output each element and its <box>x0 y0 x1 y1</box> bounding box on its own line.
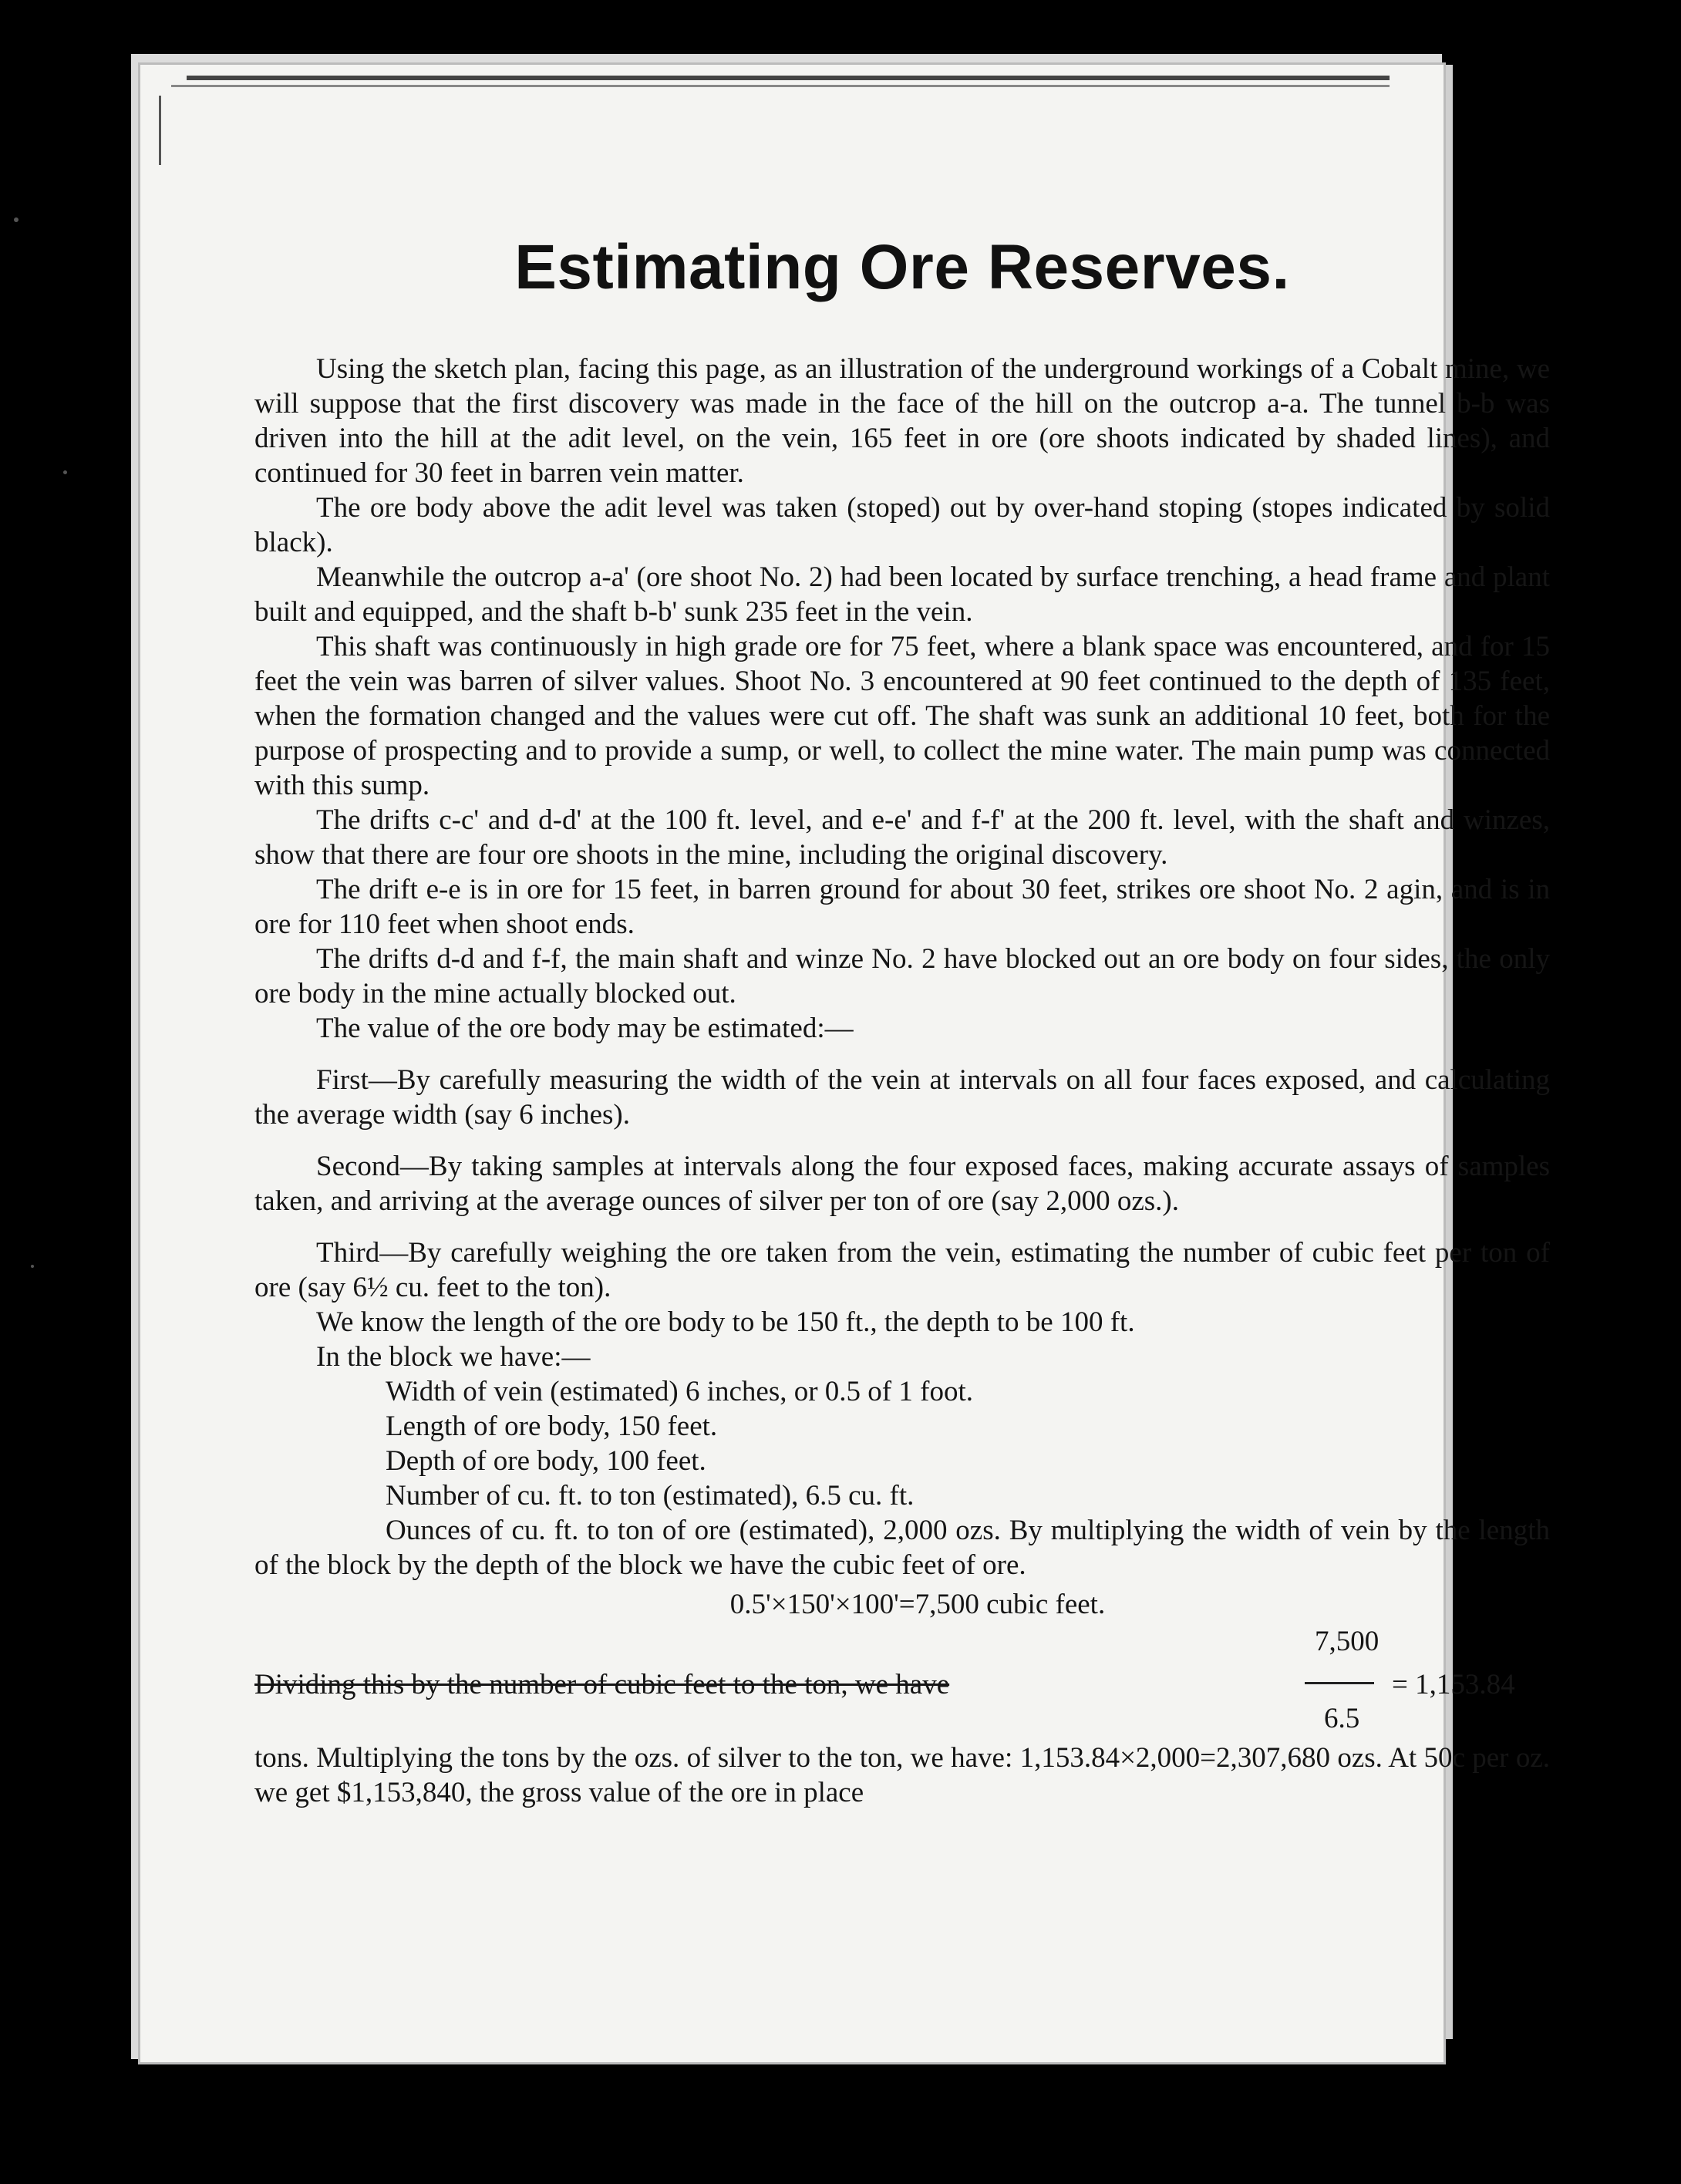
division-row <box>254 1625 1550 1741</box>
dust-speck <box>31 1265 34 1268</box>
volume-formula: 0.5'×150'×100'=7,500 cubic feet. <box>729 1589 1106 1620</box>
fraction-numerator: 7,500 <box>1315 1626 1379 1657</box>
fraction-result: = 1,153.84 <box>1392 1669 1515 1700</box>
top-rule <box>187 76 1390 80</box>
dust-speck <box>63 470 67 474</box>
page-title: Estimating Ore Reserves. <box>514 232 1290 302</box>
paragraph-know: We know the length of the ore body to be 150 ft., the depth to be 100 ft. <box>316 1306 1135 1338</box>
top-rule-thin <box>171 85 1390 87</box>
fraction-bar <box>1305 1682 1374 1684</box>
dust-speck <box>14 217 19 222</box>
step-second: Second—By taking samples at intervals along the four exposed faces, making accurate assays of samples taken, and arriving at the average ounces of silver per ton of ore (say 2,000 ozs.). <box>254 1151 1550 1217</box>
list-item: Depth of ore body, 100 feet. <box>386 1445 706 1477</box>
paragraph: This shaft was continuously in high grade ore for 75 feet, where a blank space was encountered, and for 15 feet the vein was barren of silver values. Shoot No. 3 encountered at 90 feet continued to the depth of 135 feet, when the formation changed and the values were cut off. The shaft was sunk an additional 10 feet, both for the purpose of prospecting and to provide a sump, or well, to collect the mine water. The main pump was connected with this sump. <box>254 631 1550 801</box>
paragraph: The drift e-e is in ore for 15 feet, in barren ground for about 30 feet, strikes ore shoot No. 2 agin, and is in ore for 110 feet when shoot ends. <box>254 874 1550 940</box>
paragraph: The ore body above the adit level was taken (stoped) out by over-hand stoping (stopes indicated by solid black). <box>254 492 1550 558</box>
paragraph: The drifts d-d and f-f, the main shaft and winze No. 2 have blocked out an ore body on four sides, the only ore body in the mine actually blocked out. <box>254 943 1550 1009</box>
paragraph: Using the sketch plan, facing this page, as an illustration of the underground workings of a Cobalt mine, we will suppose that the first discovery was made in the face of the hill on the outcrop a-a. The tunnel b-b was driven into the hill at the adit level, on the vein, 165 feet in ore (ore shoots indicated by shaded lines), and continued for 30 feet in barren vein matter. <box>254 353 1550 489</box>
step-first: First—By carefully measuring the width of the vein at intervals on all four faces exposed, and calculating the average width (say 6 inches). <box>254 1064 1550 1131</box>
list-item: Ounces of cu. ft. to ton of ore (estimated), 2,000 ozs. <box>386 1515 1001 1546</box>
step-third: Third—By carefully weighing the ore taken from the vein, estimating the number of cubic feet per ton of ore (say 6½ cu. feet to the ton). <box>254 1237 1550 1303</box>
paragraph: Meanwhile the outcrop a-a' (ore shoot No. 2) had been located by surface trenching, a head frame and plant built and equipped, and the shaft b-b' sunk 235 feet in the vein. <box>254 561 1550 628</box>
paragraph: The drifts c-c' and d-d' at the 100 ft. level, and e-e' and f-f' at the 200 ft. level, with the shaft and winzes, show that there are four ore shoots in the mine, including the original discovery. <box>254 804 1550 871</box>
multiply-text: By multiplying the width of vein by the length of the block by the depth of the block we have the cubic feet of ore. <box>254 1515 1551 1581</box>
paragraph-closing: tons. Multiplying the tons by the ozs. of silver to the ton, we have: 1,153.84×2,000=2,307,680 ozs. At 50c per oz. we get $1,153,840, the gross value of the ore in place <box>254 1742 1550 1808</box>
list-item: Number of cu. ft. to ton (estimated), 6.5 cu. ft. <box>386 1480 915 1512</box>
division-text: Dividing this by the number of cubic feet to the ton, we have <box>254 1669 950 1700</box>
list-item: Length of ore body, 150 feet. <box>386 1410 718 1442</box>
paragraph-block: In the block we have:— <box>316 1341 591 1373</box>
block-list <box>254 1374 1550 1513</box>
list-item: Width of vein (estimated) 6 inches, or 0.5 of 1 foot. <box>386 1376 973 1407</box>
paragraph-multiply <box>254 1513 1550 1582</box>
page-content <box>254 231 1550 1810</box>
paragraph: The value of the ore body may be estimated:— <box>316 1013 854 1044</box>
fraction-denominator: 6.5 <box>1324 1703 1360 1734</box>
binding-mark <box>159 96 161 165</box>
